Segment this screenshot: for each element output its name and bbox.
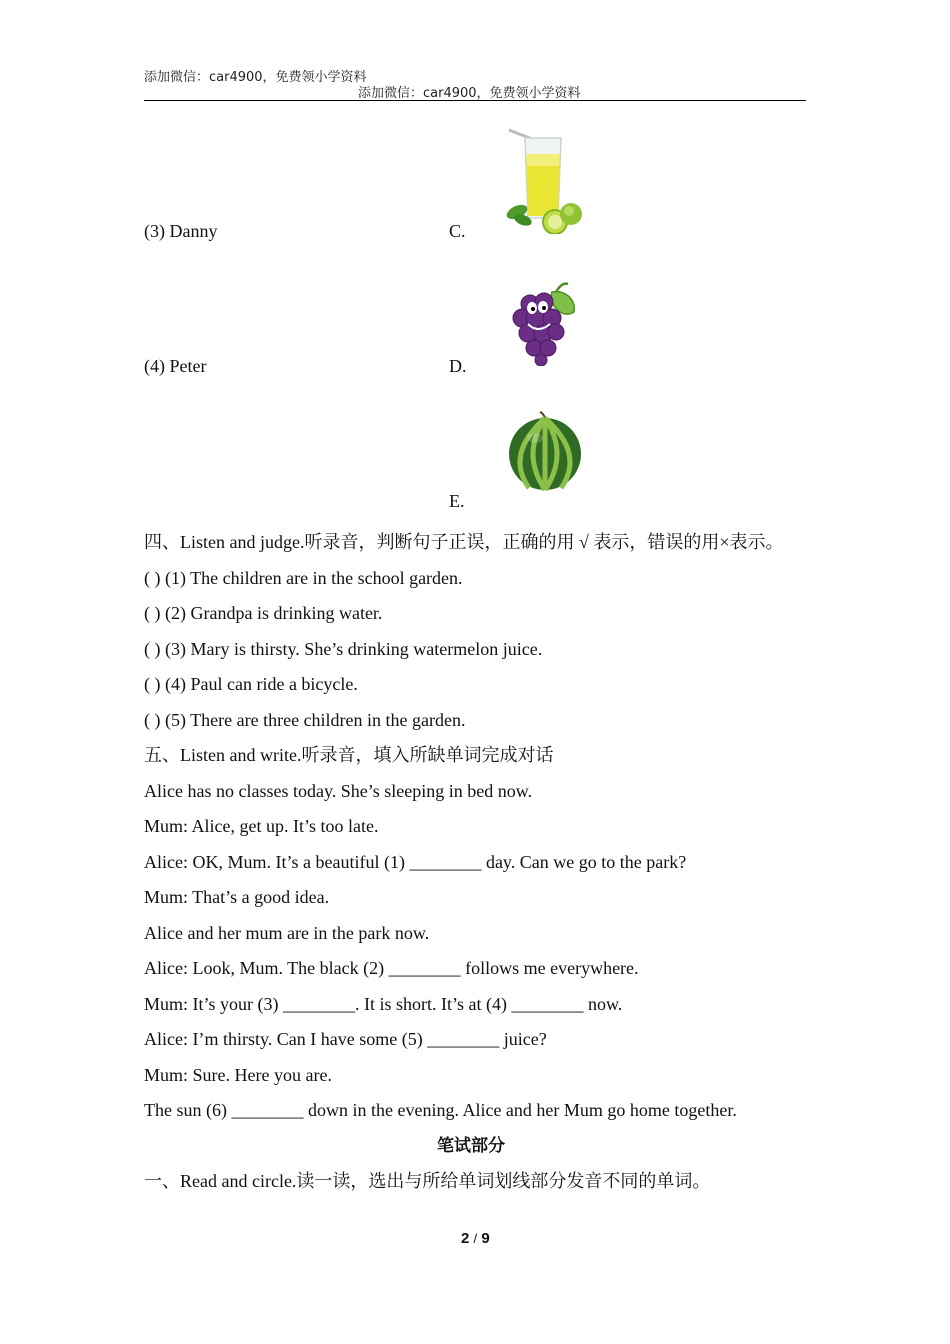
dialogue-line-7: Mum: It’s your (3) ________. It is short. It’s at (4) ________ now.: [144, 994, 623, 1014]
written-q1-title: 一、Read and circle.读一读，选出与所给单词划线部分发音不同的单词。: [144, 1171, 711, 1191]
written-part-heading: 笔试部分: [437, 1136, 505, 1156]
match-name-danny: (3) Danny: [144, 221, 218, 241]
lime-inner: [548, 215, 562, 229]
dialogue-line-5: Alice and her mum are in the park now.: [144, 923, 430, 943]
dialogue-line-4: Mum: That’s a good idea.: [144, 887, 330, 907]
judge-item-2: ( ) (2) Grandpa is drinking water.: [144, 603, 383, 623]
juice-glass-icon: [503, 126, 585, 234]
section4-title: 四、Listen and judge.听录音，判断句子正误，正确的用 √ 表示，错误的用×表示。: [144, 532, 784, 552]
juice-foam: [526, 154, 560, 166]
grapes-icon: [508, 278, 580, 366]
judge-item-3: ( ) (3) Mary is thirsty. She’s drinking watermelon juice.: [144, 639, 543, 659]
section5-title: 五、Listen and write.听录音，填入所缺单词完成对话: [144, 745, 554, 765]
dialogue-line-6: Alice: Look, Mum. The black (2) ________ follows me everywhere.: [144, 958, 639, 978]
dialogue-line-3: Alice: OK, Mum. It’s a beautiful (1) ________ day. Can we go to the park?: [144, 852, 687, 872]
dialogue-line-2: Mum: Alice, get up. It’s too late.: [144, 816, 379, 836]
dialogue-line-9: Mum: Sure. Here you are.: [144, 1065, 332, 1085]
watermelon-icon: [507, 410, 583, 492]
current-page: 2: [461, 1230, 470, 1247]
header-divider: [144, 100, 806, 101]
header-watermark-center: 添加微信：car4900，免费领小学资料: [358, 86, 581, 101]
grape-stem: [556, 284, 568, 292]
judge-item-5: ( ) (5) There are three children in the garden.: [144, 710, 466, 730]
judge-item-1: ( ) (1) The children are in the school garden.: [144, 568, 463, 588]
page-number: [461, 1230, 490, 1247]
match-option-e: E.: [449, 491, 465, 511]
match-option-c: C.: [449, 221, 466, 241]
dialogue-line-8: Alice: I’m thirsty. Can I have some (5) ________ juice?: [144, 1029, 547, 1049]
dialogue-line-10: The sun (6) ________ down in the evening. Alice and her Mum go home together.: [144, 1100, 737, 1120]
lime-highlight: [564, 206, 574, 216]
total-pages: 9: [481, 1230, 490, 1247]
match-option-d: D.: [449, 356, 467, 376]
page-separator: /: [473, 1231, 478, 1246]
header-watermark-left: 添加微信：car4900，免费领小学资料: [144, 70, 367, 85]
dialogue-line-1: Alice has no classes today. She’s sleeping in bed now.: [144, 781, 533, 801]
match-name-peter: (4) Peter: [144, 356, 207, 376]
judge-item-4: ( ) (4) Paul can ride a bicycle.: [144, 674, 358, 694]
